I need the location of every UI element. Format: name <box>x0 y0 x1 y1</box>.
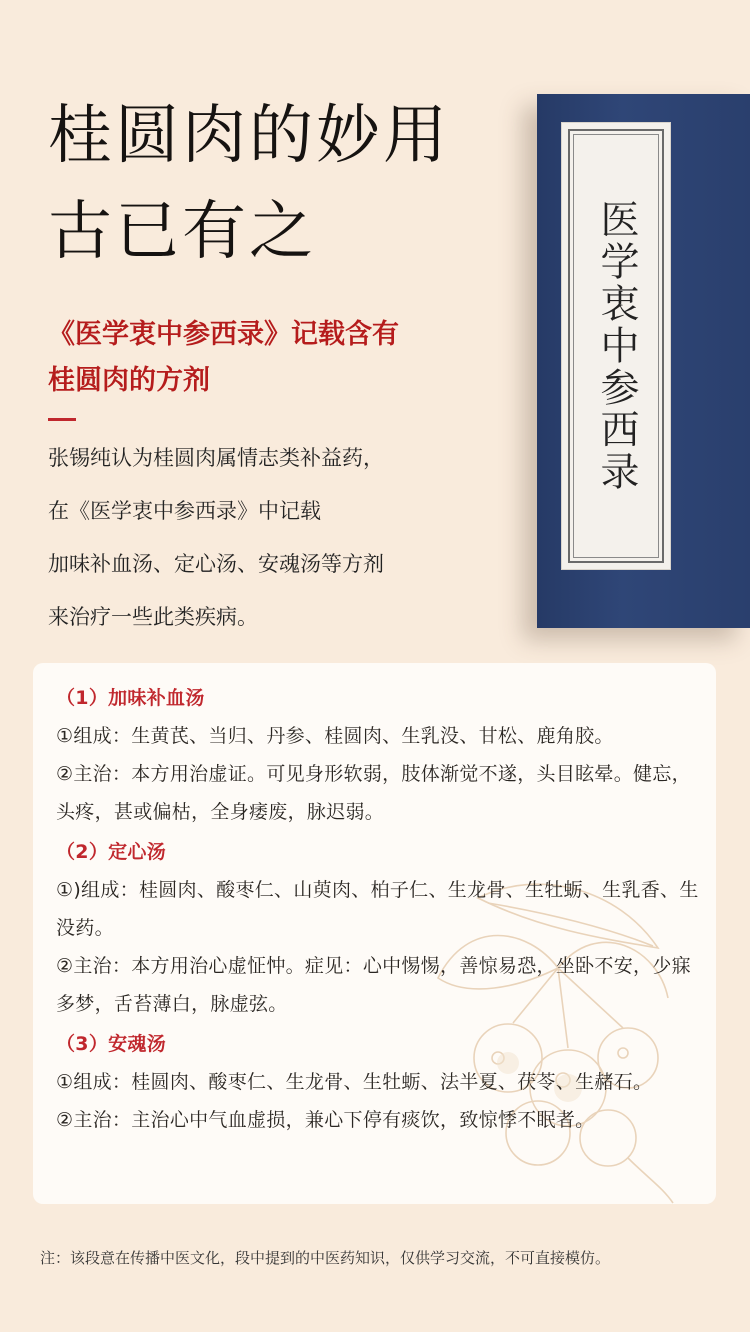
formula-composition: ①)组成：桂圆肉、酸枣仁、山萸肉、柏子仁、生龙骨、生牡蛎、生乳香、生没药。 <box>56 879 699 939</box>
formula-composition: ①组成：生黄芪、当归、丹参、桂圆肉、生乳没、甘松、鹿角胶。 <box>56 725 614 747</box>
intro-line: 张锡纯认为桂圆肉属情志类补益药， <box>48 446 384 470</box>
main-title-line2: 古已有之 <box>48 195 316 269</box>
intro-line: 加味补血汤、定心汤、安魂汤等方剂 <box>48 552 384 576</box>
intro-line: 在《医学衷中参西录》中记载 <box>48 499 321 523</box>
subtitle-divider <box>48 418 76 421</box>
formula-composition: ①组成：桂圆肉、酸枣仁、生龙骨、生牡蛎、法半夏、茯苓、生赭石。 <box>56 1071 653 1093</box>
formula-indication: ②主治：主治心中气血虚损，兼心下停有痰饮，致惊悸不眠者。 <box>56 1109 595 1131</box>
footnote: 注：该段意在传播中医文化，段中提到的中医药知识，仅供学习交流，不可直接模仿。 <box>40 1249 611 1267</box>
formula-heading: （2）定心汤 <box>56 841 167 863</box>
book-title-label <box>561 122 671 570</box>
book-cover-image <box>537 94 750 628</box>
formula-indication: ②主治：本方用治心虚怔忡。症见：心中惕惕，善惊易恐，坐卧不安，少寐多梦，舌苔薄白，脉虚弦。 <box>56 955 691 1015</box>
main-title-line1: 桂圆肉的妙用 <box>48 99 450 173</box>
formula-heading: （3）安魂汤 <box>56 1033 167 1055</box>
section-subtitle <box>48 312 508 404</box>
intro-paragraph <box>48 432 518 644</box>
formula-card <box>33 663 716 1204</box>
subtitle-line2: 桂圆肉的方剂 <box>48 365 210 396</box>
intro-line: 来治疗一些此类疾病。 <box>48 605 258 629</box>
formula-heading: （1）加味补血汤 <box>56 687 205 709</box>
formula-list <box>56 677 706 1139</box>
book-title: 医学衷中参西录 <box>594 199 639 493</box>
main-title <box>48 88 450 280</box>
subtitle-line1: 《医学衷中参西录》记载含有 <box>48 319 399 350</box>
formula-indication: ②主治：本方用治虚证。可见身形软弱，肢体渐觉不遂，头目眩晕。健忘，头疼，甚或偏枯，全身痿废，脉迟弱。 <box>56 763 691 823</box>
